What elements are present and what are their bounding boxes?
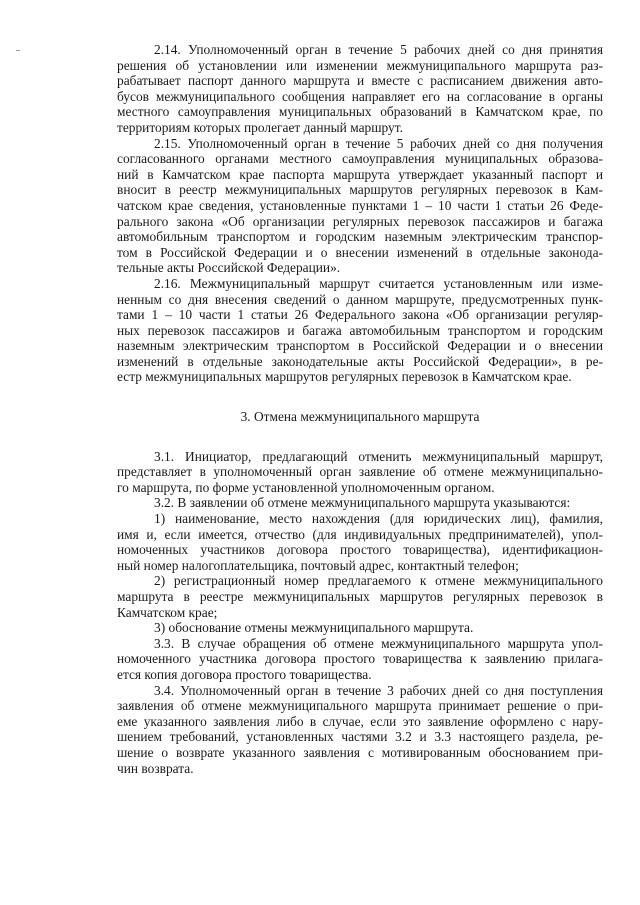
text-line: автомобильным транспортом и городским наземным электрическим транспор- bbox=[117, 229, 603, 245]
text-line: вносит в реестр межмуниципальных маршрутов регулярных перевозок в Кам- bbox=[117, 182, 603, 198]
text-line: 3.2. В заявлении об отмене межмуниципального маршрута указываются: bbox=[154, 495, 571, 511]
text-line: том в Российской Федерации и о внесении изменений в отдельные законода- bbox=[117, 244, 603, 260]
text-line: наземным электрическим транспортом в Российской Федерации и о внесении bbox=[117, 338, 603, 354]
paragraph-2-14 bbox=[117, 42, 603, 136]
text-line: территориям которых пролегает данный маршрут. bbox=[117, 119, 403, 135]
text-line: шением требований, установленных частями 3.2 и 3.3 настоящего раздела, ре- bbox=[117, 729, 603, 745]
text-line: 3.1. Инициатор, предлагающий отменить межмуниципальный маршрут, bbox=[154, 448, 603, 464]
paragraph-2-16 bbox=[117, 276, 603, 385]
text-line: решения об установлении или изменении межмуниципального маршрута раз- bbox=[117, 57, 603, 73]
text-line: Камчатском крае; bbox=[117, 604, 218, 620]
list-item-3-2-2 bbox=[117, 573, 603, 620]
document-body bbox=[117, 42, 603, 776]
text-line: тельные акты Российской Федерации». bbox=[117, 260, 341, 276]
text-line: согласованного органами местного самоуправления муниципальных образова- bbox=[117, 151, 603, 167]
text-line: чин возврата. bbox=[117, 760, 194, 776]
paragraph-2-15 bbox=[117, 136, 603, 276]
text-line: 1) наименование, место нахождения (для юридических лиц), фамилия, bbox=[154, 511, 603, 527]
text-line: заявления об отмене межмуниципального маршрута принимает решение о при- bbox=[117, 698, 603, 714]
text-line: имя и, если имеется, отчество (для индивидуальных предпринимателей), упол- bbox=[117, 526, 603, 542]
paragraph-3-3 bbox=[117, 636, 603, 683]
text-line: представляет в уполномоченный орган заявление об отмене межмуниципально- bbox=[117, 464, 603, 480]
text-line: еме указанного заявления либо в случае, если это заявление оформлено с нару- bbox=[117, 713, 603, 729]
list-item-3-2-1 bbox=[117, 511, 603, 573]
text-line: ных перевозок пассажиров и багажа автомобильным транспортом и городским bbox=[117, 322, 603, 338]
text-line: ется копия договора простого товарищества. bbox=[117, 666, 372, 682]
text-line: шение о возврате указанного заявления с мотивированным обоснованием при- bbox=[117, 744, 603, 760]
text-line: 2) регистрационный номер предлагаемого к отмене межмуниципального bbox=[154, 573, 603, 589]
text-line: маршрута в реестре межмуниципальных маршрутов регулярных перевозок в bbox=[117, 589, 603, 604]
text-line: 2.16. Межмуниципальный маршрут считается установленным или изме- bbox=[154, 275, 603, 291]
scan-mark bbox=[16, 50, 20, 51]
text-line: ний в Камчатском крае паспорта маршрута утверждает указанный паспорт и bbox=[117, 166, 603, 182]
text-line: рабатывает паспорт данного маршрута и вместе с расписанием движения авто- bbox=[117, 73, 603, 89]
paragraph-3-4 bbox=[117, 683, 603, 777]
text-line: 3.4. Уполномоченный орган в течение 3 рабочих дней со дня поступления bbox=[154, 682, 603, 698]
text-line: ненным со дня внесения сведений о данном маршруте, предусмотренных пунк- bbox=[117, 291, 603, 307]
text-line: тами 1 – 10 части 1 статьи 26 Федерального закона «Об организации регуляр- bbox=[117, 307, 603, 323]
text-line: изменений в отдельные законодательные акты Российской Федерации», в ре- bbox=[117, 353, 603, 369]
paragraph-3-2 bbox=[117, 495, 603, 511]
text-line: рального закона «Об организации регулярных перевозок пассажиров и багажа bbox=[117, 213, 603, 229]
list-item-3-2-3 bbox=[117, 620, 603, 636]
text-line: 3.3. В случае обращения об отмене межмуниципального маршрута упол- bbox=[154, 635, 603, 651]
text-line: чатском крае сведения, установленные пунктами 1 – 10 части 1 статьи 26 Феде- bbox=[117, 197, 603, 213]
text-line: го маршрута, по форме установленной уполномоченным органом. bbox=[117, 479, 495, 495]
text-line: номоченных участников договора простого товарищества), идентификацион- bbox=[117, 542, 603, 558]
text-line: естр межмуниципальных маршрутов регулярных перевозок в Камчатском крае. bbox=[117, 369, 572, 385]
text-line: 2.14. Уполномоченный орган в течение 5 рабочих дней со дня принятия bbox=[154, 42, 603, 57]
text-line: ный номер налогоплательщика, почтовый адрес, контактный телефон; bbox=[117, 557, 519, 573]
text-line: 2.15. Уполномоченный орган в течение 5 рабочих дней со дня получения bbox=[154, 135, 603, 151]
text-line: местного самоуправления муниципальных образований в Камчатском крае, по bbox=[117, 104, 603, 120]
section-heading: 3. Отмена межмуниципального маршрута bbox=[240, 409, 480, 425]
text-line: 3) обоснование отмены межмуниципального маршрута. bbox=[154, 620, 474, 636]
paragraph-3-1 bbox=[117, 449, 603, 496]
text-line: номоченного участника договора простого товарищества к заявлению прилага- bbox=[117, 651, 603, 667]
text-line: бусов межмуниципального сообщения направляет его на согласование в органы bbox=[117, 88, 603, 104]
